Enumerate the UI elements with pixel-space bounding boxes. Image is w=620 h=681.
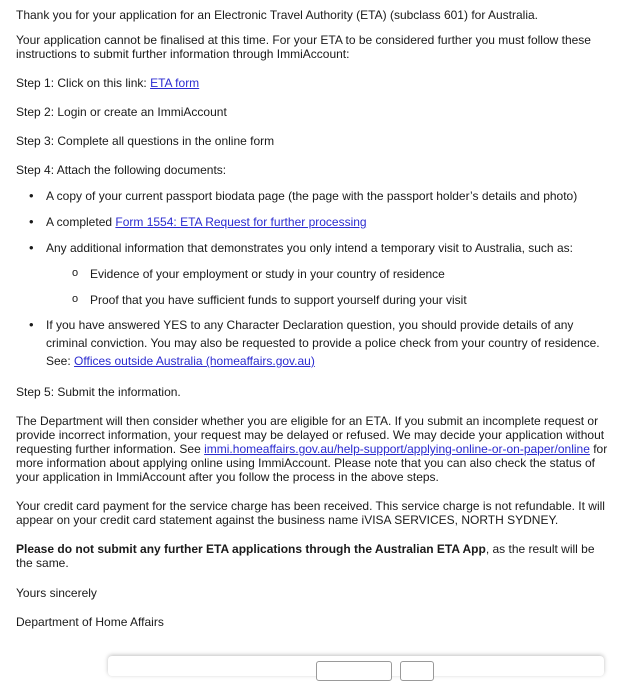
- department-text-1: The Department will then consider whether you are eligible for an ETA. If you submit an incomplete request or provide incorrect information, your request may be delayed or refused. We may decide your application without requesting further information. See: [16, 414, 605, 456]
- step-1: [16, 76, 614, 90]
- warning-bold-text: Please do not submit any further ETA applications through the Australian ETA App: [16, 542, 486, 556]
- list-item-additional-info: • Any additional information that demonstrates you only intend a temporary visit to Australia, such as:: [16, 241, 614, 255]
- step-5: Step 5: Submit the information.: [16, 385, 181, 399]
- sub-item-employment: o Evidence of your employment or study in your country of residence: [16, 267, 614, 281]
- footer-button-secondary[interactable]: [400, 661, 434, 681]
- form-1554-link[interactable]: Form 1554: ETA Request for further processing: [115, 215, 367, 229]
- warning-rest-text: , as the result will be the same.: [16, 542, 595, 570]
- payment-paragraph: Your credit card payment for the service charge has been received. This service charge is not refundable. It will appear on your credit card statement against the business name iVISA SERVICES, NORTH SYDNEY.: [16, 499, 605, 527]
- footer-button-primary[interactable]: [316, 661, 392, 681]
- signature: Department of Home Affairs: [16, 615, 164, 629]
- step-1-text: Step 1: Click on this link:: [16, 76, 151, 90]
- intro-paragraph: Thank you for your application for an Electronic Travel Authority (ETA) (subclass 601) for Australia.: [16, 8, 539, 22]
- offices-outside-australia-link[interactable]: Offices outside Australia (homeaffairs.gov.au): [74, 354, 315, 368]
- list-item-character: [16, 316, 614, 370]
- list-item-passport: • A copy of your current passport biodata page (the page with the passport holder’s details and photo): [16, 189, 614, 203]
- letter-body: [16, 8, 614, 629]
- department-text-2: for more information about applying online using ImmiAccount. Please note that you can also check the status of your application in ImmiAccount after you follow the process in the above steps.: [16, 442, 608, 484]
- department-paragraph: [16, 414, 614, 484]
- form-1554-prefix: A completed: [46, 215, 116, 229]
- step-3: Step 3: Complete all questions in the online form: [16, 134, 275, 148]
- warning-paragraph: [16, 542, 614, 570]
- instructions-paragraph: Your application cannot be finalised at this time. For your ETA to be considered further you must follow these instructions to submit further information through ImmiAccount:: [16, 33, 591, 61]
- list-item-form-1554: [16, 215, 614, 229]
- character-text: If you have answered YES to any Character Declaration question, you should provide details of any criminal conviction. You may also be requested to provide a police check from your country of residence. See:: [46, 318, 600, 368]
- applying-online-link[interactable]: immi.homeaffairs.gov.au/help-support/applying-online-or-on-paper/online: [204, 442, 590, 456]
- step-2: Step 2: Login or create an ImmiAccount: [16, 105, 227, 119]
- eta-form-link[interactable]: ETA form: [150, 76, 200, 90]
- step-4: Step 4: Attach the following documents:: [16, 163, 227, 177]
- bottom-action-panel: [108, 656, 604, 676]
- signoff: Yours sincerely: [16, 586, 97, 600]
- documents-list: [16, 189, 614, 370]
- sub-item-funds: o Proof that you have sufficient funds to support yourself during your visit: [16, 293, 614, 307]
